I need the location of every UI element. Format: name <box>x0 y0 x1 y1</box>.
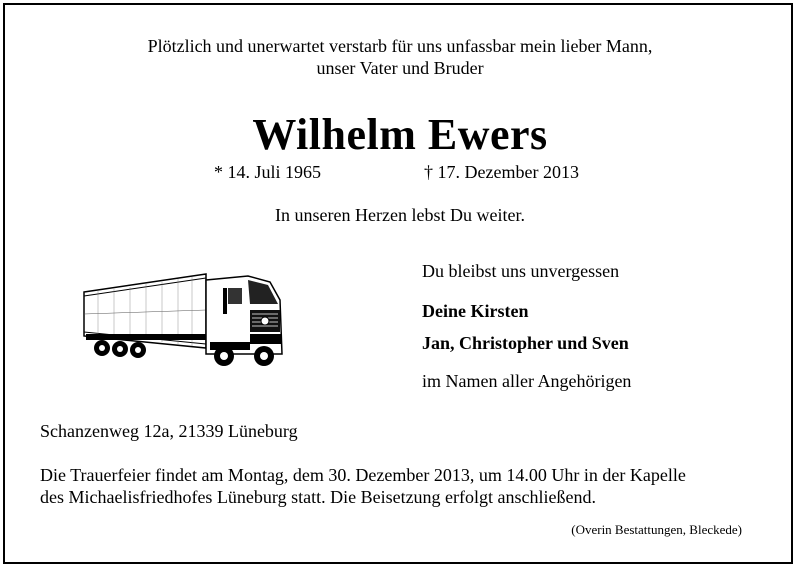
ceremony-line-1: Die Trauerfeier findet am Montag, dem 30. Dezember 2013, um 14.00 Uhr in der Kapelle <box>40 465 686 485</box>
death-date: † 17. Dezember 2013 <box>424 162 579 182</box>
address: Schanzenweg 12a, 21339 Lüneburg <box>40 421 298 441</box>
deceased-name: Wilhelm Ewers <box>252 110 548 159</box>
mourner-children: Jan, Christopher und Sven <box>422 333 629 353</box>
undertaker-credit: (Overin Bestattungen, Bleckede) <box>571 522 742 537</box>
mourner-relatives: im Namen aller Angehörigen <box>422 371 632 391</box>
mourner-spouse: Deine Kirsten <box>422 301 529 321</box>
truck-illustration <box>78 270 286 368</box>
birth-date: * 14. Juli 1965 <box>214 162 322 182</box>
intro-line-1: Plötzlich und unerwartet verstarb für uns unfassbar mein lieber Mann, <box>147 36 653 56</box>
intro-line-2: unser Vater und Bruder <box>316 58 484 78</box>
ceremony-line-2: des Michaelisfriedhofes Lüneburg statt. Die Beisetzung erfolgt anschließend. <box>40 487 597 507</box>
mourning-phrase: Du bleibst uns unvergessen <box>422 261 620 281</box>
motto: In unseren Herzen lebst Du weiter. <box>275 205 525 225</box>
